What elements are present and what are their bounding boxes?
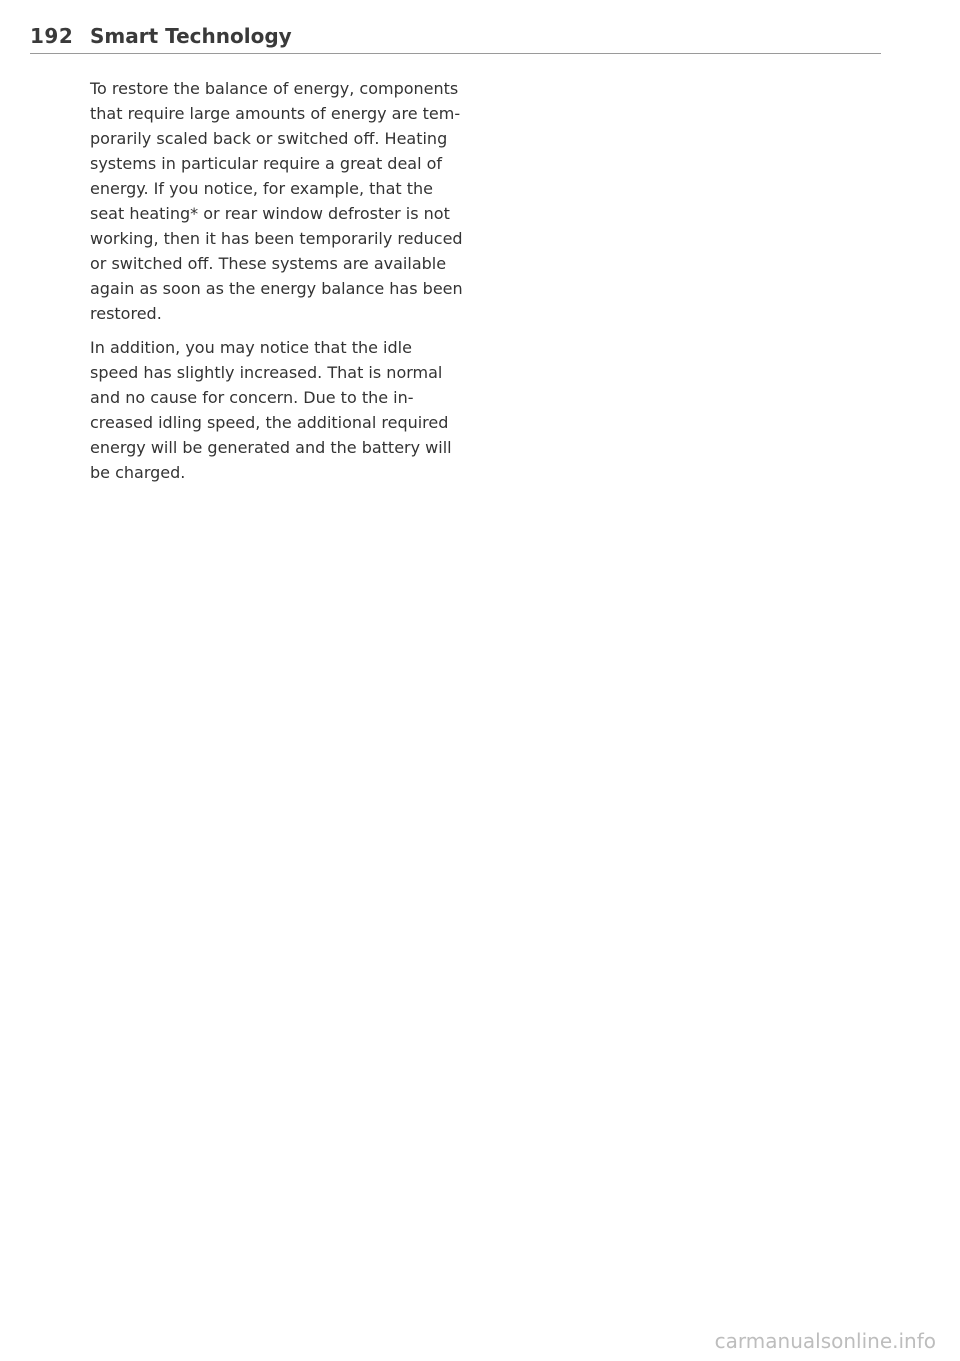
text-line: In addition, you may notice that the idle — [90, 338, 412, 357]
page-number: 192 — [30, 24, 74, 48]
text-line: porarily scaled back or switched off. Heating — [90, 129, 448, 148]
text-line: that require large amounts of energy are tem- — [90, 104, 461, 123]
text-line: restored. — [90, 304, 162, 323]
text-line: again as soon as the energy balance has been — [90, 279, 463, 298]
header-divider — [30, 53, 881, 54]
paragraph-idle-speed — [90, 335, 470, 485]
text-line: To restore the balance of energy, components — [90, 79, 459, 98]
text-line: energy will be generated and the battery will — [90, 438, 452, 457]
text-line: energy. If you notice, for example, that the — [90, 179, 433, 198]
watermark: carmanualsonline.info — [714, 1329, 936, 1353]
body-text — [90, 76, 470, 494]
text-line: seat heating* or rear window defroster is not — [90, 204, 450, 223]
text-line: be charged. — [90, 463, 186, 482]
text-line: or switched off. These systems are available — [90, 254, 447, 273]
page-header — [30, 24, 881, 54]
paragraph-energy-balance — [90, 76, 470, 326]
text-line: creased idling speed, the additional required — [90, 413, 449, 432]
text-line: and no cause for concern. Due to the in- — [90, 388, 414, 407]
text-line: systems in particular require a great deal of — [90, 154, 443, 173]
text-line: speed has slightly increased. That is normal — [90, 363, 443, 382]
text-line: working, then it has been temporarily reduced — [90, 229, 463, 248]
section-title: Smart Technology — [90, 24, 292, 48]
